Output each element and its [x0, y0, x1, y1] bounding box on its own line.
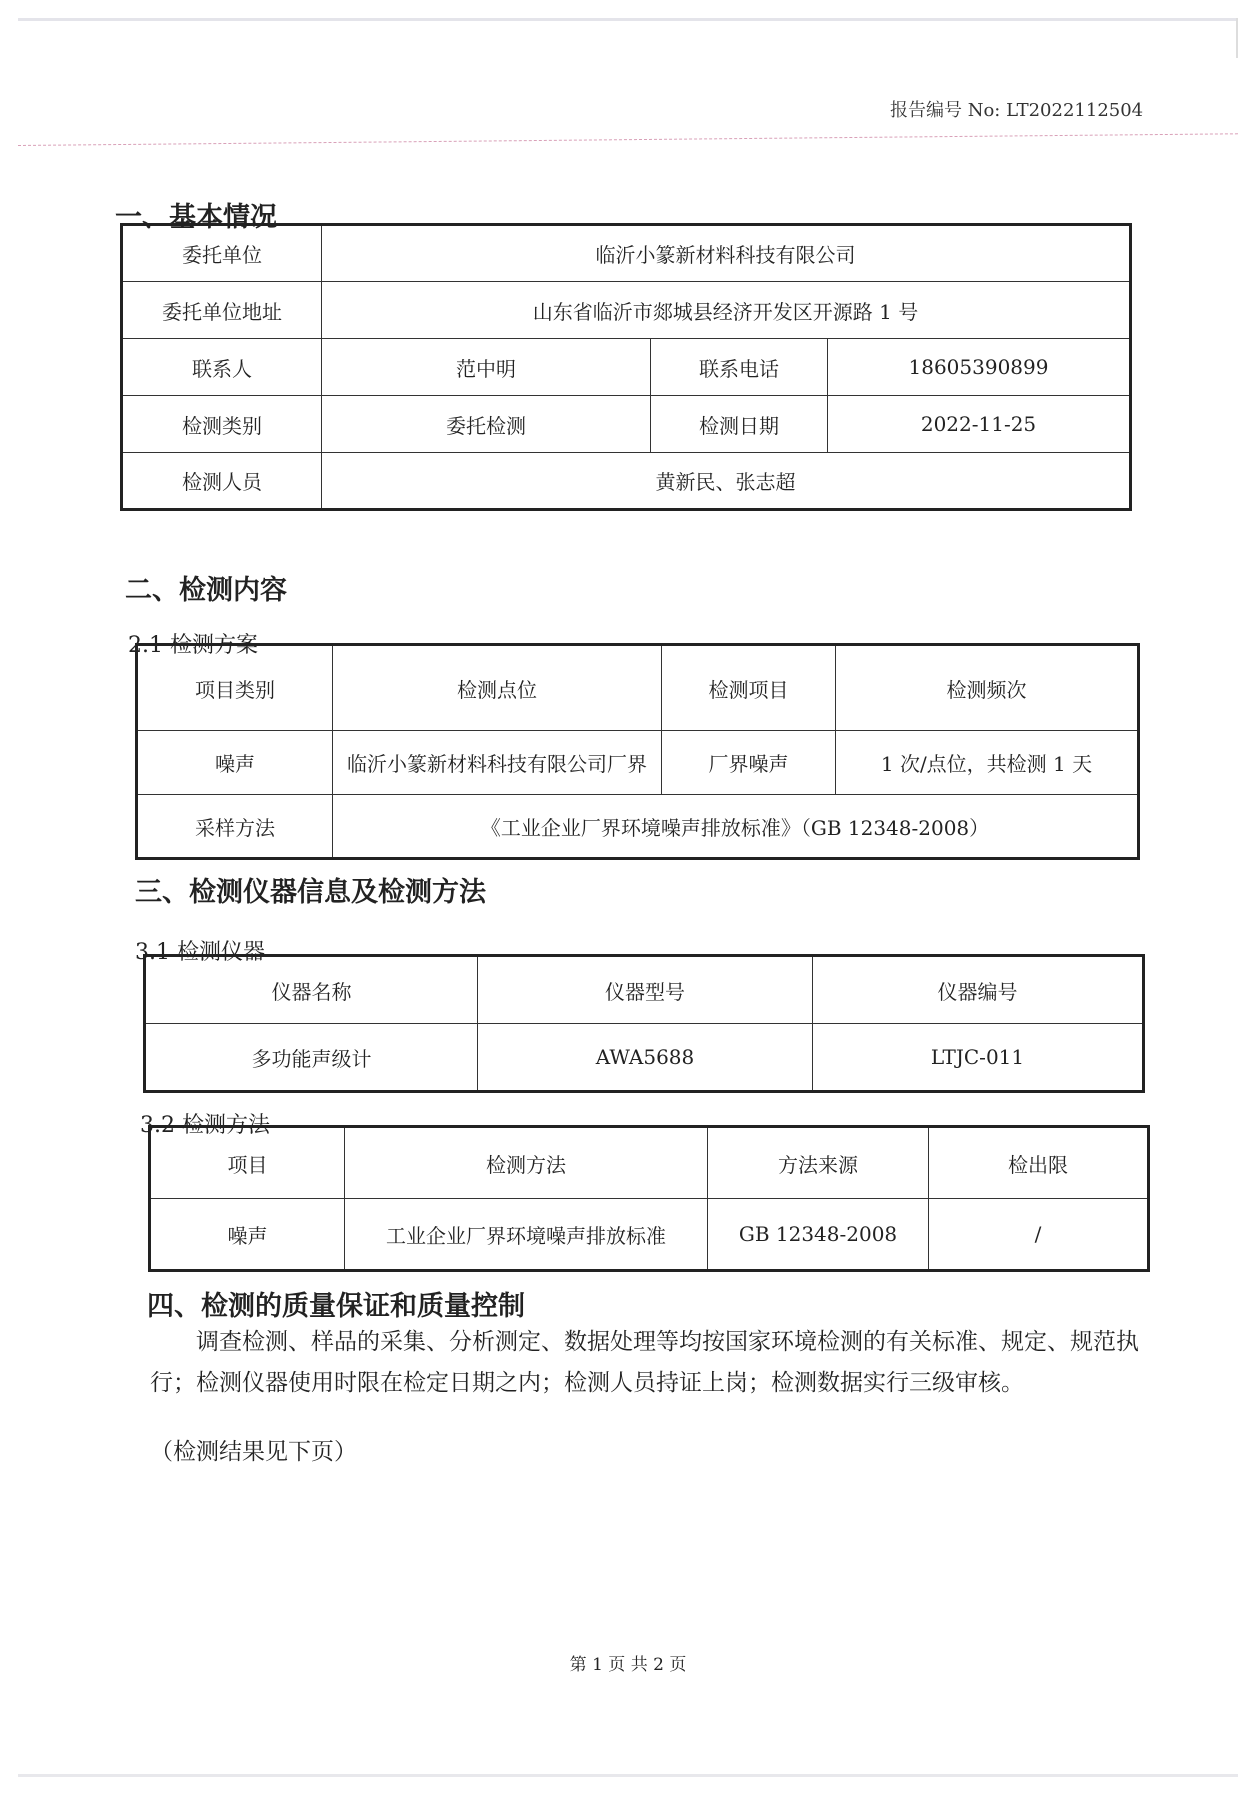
cell: / — [929, 1199, 1149, 1271]
table-header-row — [137, 645, 1139, 731]
scan-border-right — [1236, 18, 1238, 58]
table-row — [122, 282, 1131, 339]
cell: 多功能声级计 — [145, 1024, 478, 1092]
cell-value: 2022-11-25 — [828, 396, 1131, 453]
header-cell: 检出限 — [929, 1127, 1149, 1199]
table-row — [122, 339, 1131, 396]
header-divider — [18, 133, 1238, 146]
cell-value: 18605390899 — [828, 339, 1131, 396]
table-row — [145, 1024, 1144, 1092]
table-header-row — [145, 956, 1144, 1024]
cell-label: 联系电话 — [651, 339, 828, 396]
section1-title: 一、基本情况 — [115, 202, 277, 233]
cell-value: 《工业企业厂界环境噪声排放标准》（GB 12348-2008） — [333, 795, 1139, 859]
cell-label: 委托单位地址 — [122, 282, 322, 339]
cell: LTJC-011 — [813, 1024, 1144, 1092]
cell: AWA5688 — [478, 1024, 813, 1092]
basic-info-table — [120, 223, 1132, 511]
section2-subtitle: 2.1 检测方案 — [128, 633, 258, 658]
cell-label: 联系人 — [122, 339, 322, 396]
page-number: 第 1 页 共 2 页 — [569, 1655, 687, 1675]
section4-title: 四、检测的质量保证和质量控制 — [147, 1291, 525, 1322]
table-row — [122, 225, 1131, 282]
test-plan-table — [135, 643, 1140, 860]
results-note: （检测结果见下页） — [150, 1439, 357, 1465]
cell-value: 山东省临沂市郯城县经济开发区开源路 1 号 — [322, 282, 1131, 339]
cell-label: 检测日期 — [651, 396, 828, 453]
cell-label: 检测类别 — [122, 396, 322, 453]
table-row — [122, 396, 1131, 453]
header-cell: 检测方法 — [345, 1127, 708, 1199]
cell-label: 检测人员 — [122, 453, 322, 510]
cell: 噪声 — [137, 731, 333, 795]
header-cell: 项目类别 — [137, 645, 333, 731]
section2-title: 二、检测内容 — [125, 575, 287, 606]
cell-label: 委托单位 — [122, 225, 322, 282]
header-cell: 检测点位 — [333, 645, 662, 731]
cell-value: 黄新民、张志超 — [322, 453, 1131, 510]
report-number — [890, 96, 1143, 122]
section3-2-subtitle: 3.2 检测方法 — [140, 1113, 270, 1138]
table-row — [122, 453, 1131, 510]
report-no-value: LT2022112504 — [1006, 100, 1144, 121]
header-cell: 项目 — [150, 1127, 345, 1199]
table-row — [137, 731, 1139, 795]
cell-value: 委托检测 — [322, 396, 651, 453]
scan-border-top — [18, 18, 1238, 21]
report-no-label: 报告编号 No: — [890, 100, 1001, 121]
method-table — [148, 1125, 1150, 1272]
table-row — [150, 1199, 1149, 1271]
header-cell: 检测项目 — [662, 645, 836, 731]
cell: 临沂小篆新材料科技有限公司厂界 — [333, 731, 662, 795]
header-cell: 仪器编号 — [813, 956, 1144, 1024]
cell-value: 临沂小篆新材料科技有限公司 — [322, 225, 1131, 282]
header-cell: 检测频次 — [836, 645, 1139, 731]
table-row — [137, 795, 1139, 859]
cell: 噪声 — [150, 1199, 345, 1271]
section3-title: 三、检测仪器信息及检测方法 — [135, 877, 486, 908]
section3-1-subtitle: 3.1 检测仪器 — [135, 940, 265, 965]
cell: GB 12348-2008 — [708, 1199, 929, 1271]
cell: 1 次/点位，共检测 1 天 — [836, 731, 1139, 795]
instrument-table — [143, 954, 1145, 1093]
cell: 厂界噪声 — [662, 731, 836, 795]
table-header-row — [150, 1127, 1149, 1199]
cell-label: 采样方法 — [137, 795, 333, 859]
cell: 工业企业厂界环境噪声排放标准 — [345, 1199, 708, 1271]
header-cell: 方法来源 — [708, 1127, 929, 1199]
header-cell: 仪器名称 — [145, 956, 478, 1024]
scan-border-bottom — [18, 1774, 1238, 1777]
cell-value: 范中明 — [322, 339, 651, 396]
quality-paragraph: 调查检测、样品的采集、分析测定、数据处理等均按国家环境检测的有关标准、规定、规范执行；检测仪器使用时限在检定日期之内；检测人员持证上岗；检测数据实行三级审核。 — [150, 1329, 1139, 1397]
header-cell: 仪器型号 — [478, 956, 813, 1024]
